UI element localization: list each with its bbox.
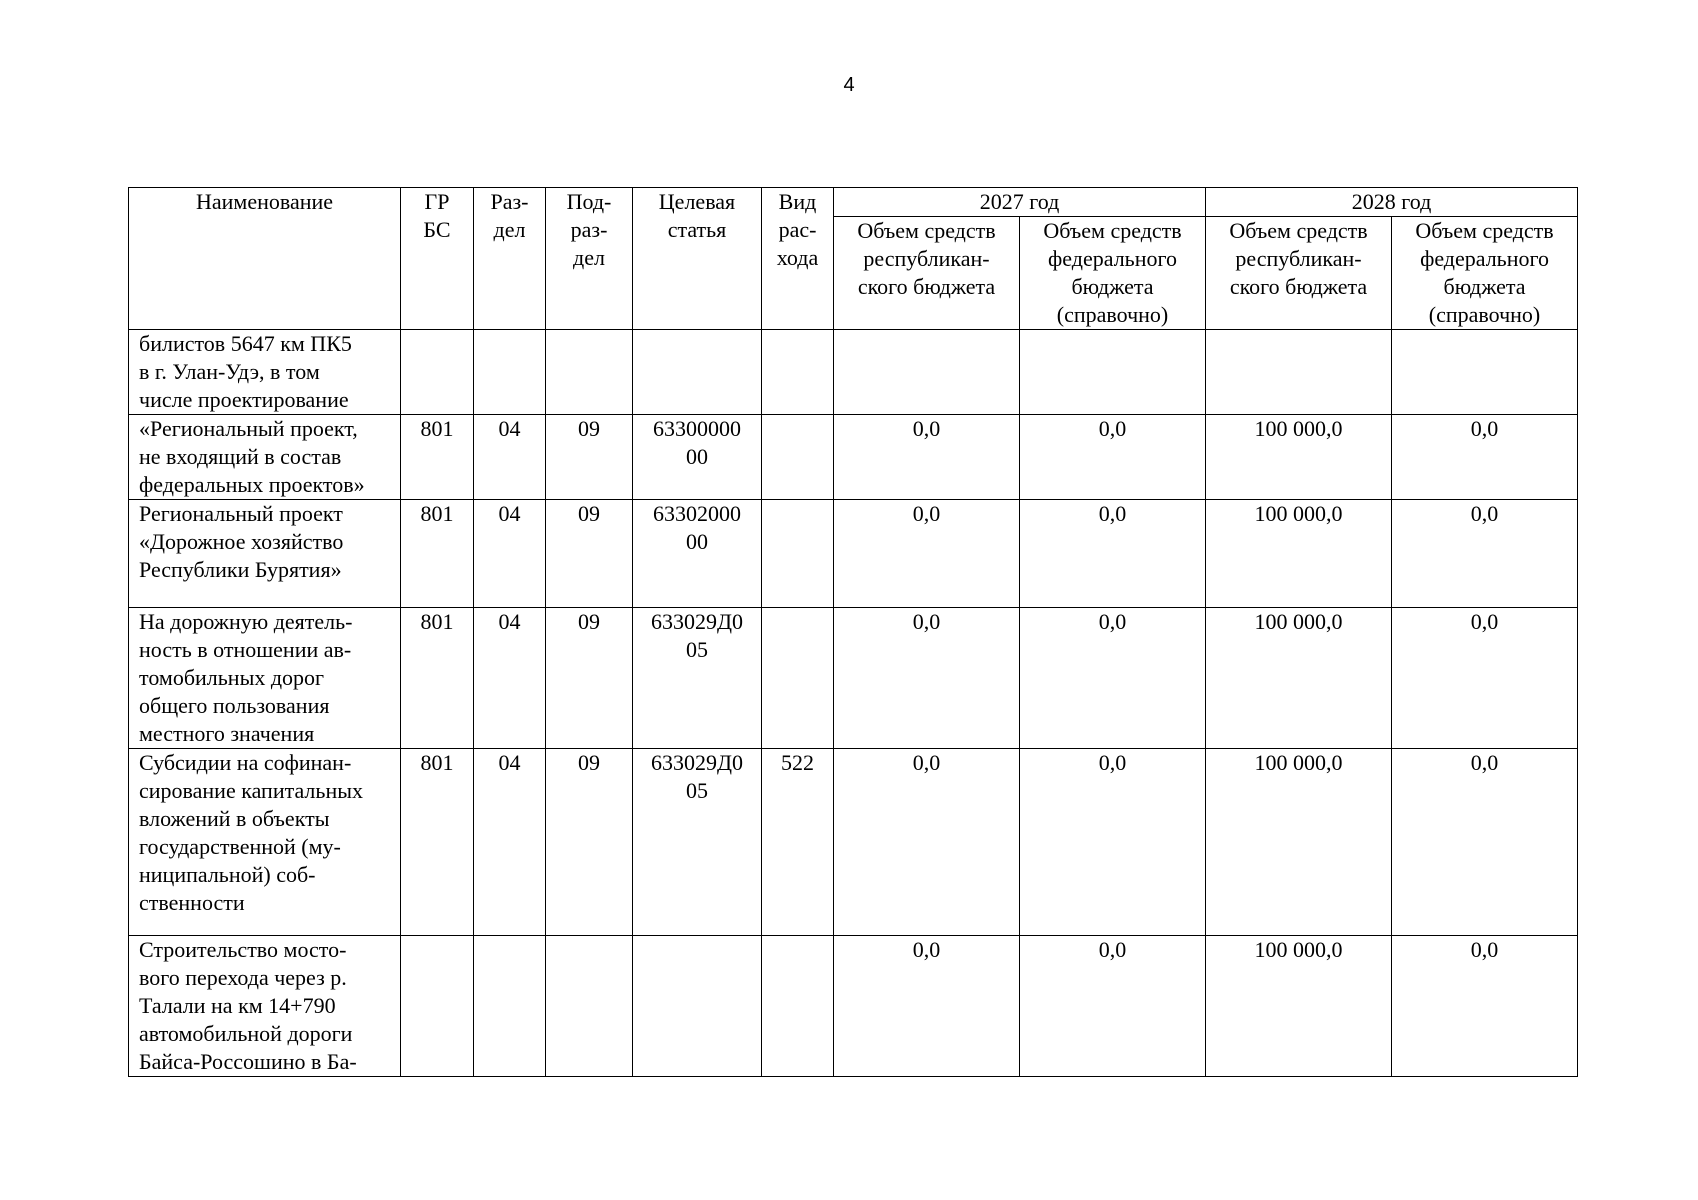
header-2028-federal: Объем средств федерального бюджета (справочно) bbox=[1392, 217, 1578, 330]
header-podrazdel: Под- раз- дел bbox=[546, 188, 633, 330]
row-razdel: 04 bbox=[474, 415, 546, 500]
row-vid-rashoda bbox=[762, 500, 834, 608]
row-2027-federal: 0,0 bbox=[1020, 749, 1206, 936]
row-name: «Региональный проект, не входящий в состав федеральных проектов» bbox=[129, 415, 401, 500]
row-2027-federal: 0,0 bbox=[1020, 936, 1206, 1077]
row-name: Строительство мосто- вого перехода через р. Талали на км 14+790 автомобильной дороги Байса-Россошино в Ба- bbox=[129, 936, 401, 1077]
row-celevaya-statya bbox=[633, 330, 762, 415]
row-2028-federal: 0,0 bbox=[1392, 608, 1578, 749]
row-2027-republican bbox=[834, 330, 1020, 415]
row-celevaya-statya: 63302000 00 bbox=[633, 500, 762, 608]
row-name: На дорожную деятель- ность в отношении ав- томобильных дорог общего пользования местного значения bbox=[129, 608, 401, 749]
row-2027-republican: 0,0 bbox=[834, 500, 1020, 608]
row-2028-republican: 100 000,0 bbox=[1206, 608, 1392, 749]
row-razdel bbox=[474, 330, 546, 415]
table-header bbox=[129, 188, 1578, 330]
row-2027-republican: 0,0 bbox=[834, 415, 1020, 500]
row-celevaya-statya: 633029Д0 05 bbox=[633, 749, 762, 936]
header-year-2028: 2028 год bbox=[1206, 188, 1578, 217]
row-vid-rashoda bbox=[762, 936, 834, 1077]
row-2028-federal: 0,0 bbox=[1392, 936, 1578, 1077]
row-2027-republican: 0,0 bbox=[834, 936, 1020, 1077]
row-grbs: 801 bbox=[401, 608, 474, 749]
row-2028-federal: 0,0 bbox=[1392, 500, 1578, 608]
header-2027-republican: Объем средств республикан- ского бюджета bbox=[834, 217, 1020, 330]
row-name: Региональный проект «Дорожное хозяйство Республики Бурятия» bbox=[129, 500, 401, 608]
row-podrazdel: 09 bbox=[546, 415, 633, 500]
row-grbs: 801 bbox=[401, 500, 474, 608]
row-razdel: 04 bbox=[474, 500, 546, 608]
row-2027-republican: 0,0 bbox=[834, 749, 1020, 936]
row-grbs bbox=[401, 936, 474, 1077]
row-podrazdel bbox=[546, 936, 633, 1077]
header-year-2027: 2027 год bbox=[834, 188, 1206, 217]
table-row bbox=[129, 500, 1578, 608]
row-2028-federal bbox=[1392, 330, 1578, 415]
row-2027-federal: 0,0 bbox=[1020, 500, 1206, 608]
row-2028-federal: 0,0 bbox=[1392, 749, 1578, 936]
row-name: билистов 5647 км ПК5 в г. Улан-Удэ, в том числе проектирование bbox=[129, 330, 401, 415]
header-2027-federal: Объем средств федерального бюджета (справочно) bbox=[1020, 217, 1206, 330]
header-vid-rashoda: Вид рас- хода bbox=[762, 188, 834, 330]
row-grbs bbox=[401, 330, 474, 415]
row-name: Субсидии на софинан- сирование капитальных вложений в объекты государственной (му- ниципальной) соб- ственности bbox=[129, 749, 401, 936]
row-2028-republican: 100 000,0 bbox=[1206, 415, 1392, 500]
row-grbs: 801 bbox=[401, 749, 474, 936]
row-2027-federal: 0,0 bbox=[1020, 415, 1206, 500]
budget-table bbox=[128, 187, 1578, 1077]
row-2028-republican: 100 000,0 bbox=[1206, 936, 1392, 1077]
table-row bbox=[129, 936, 1578, 1077]
header-razdel: Раз- дел bbox=[474, 188, 546, 330]
row-vid-rashoda bbox=[762, 608, 834, 749]
row-2027-federal bbox=[1020, 330, 1206, 415]
row-podrazdel: 09 bbox=[546, 500, 633, 608]
row-vid-rashoda bbox=[762, 330, 834, 415]
header-name: Наименование bbox=[129, 188, 401, 330]
header-grbs: ГР БС bbox=[401, 188, 474, 330]
row-razdel: 04 bbox=[474, 749, 546, 936]
row-razdel bbox=[474, 936, 546, 1077]
row-grbs: 801 bbox=[401, 415, 474, 500]
row-razdel: 04 bbox=[474, 608, 546, 749]
table-body bbox=[129, 330, 1578, 1077]
row-2028-federal: 0,0 bbox=[1392, 415, 1578, 500]
row-2028-republican bbox=[1206, 330, 1392, 415]
table-row bbox=[129, 330, 1578, 415]
row-podrazdel bbox=[546, 330, 633, 415]
row-2027-federal: 0,0 bbox=[1020, 608, 1206, 749]
table-row bbox=[129, 749, 1578, 936]
row-podrazdel: 09 bbox=[546, 608, 633, 749]
table-row bbox=[129, 608, 1578, 749]
header-2028-republican: Объем средств республикан- ского бюджета bbox=[1206, 217, 1392, 330]
page-number: 4 bbox=[843, 74, 855, 96]
row-2028-republican: 100 000,0 bbox=[1206, 500, 1392, 608]
row-celevaya-statya: 63300000 00 bbox=[633, 415, 762, 500]
row-2028-republican: 100 000,0 bbox=[1206, 749, 1392, 936]
row-vid-rashoda: 522 bbox=[762, 749, 834, 936]
row-podrazdel: 09 bbox=[546, 749, 633, 936]
table-row bbox=[129, 415, 1578, 500]
row-vid-rashoda bbox=[762, 415, 834, 500]
row-celevaya-statya: 633029Д0 05 bbox=[633, 608, 762, 749]
header-celevaya-statya: Целевая статья bbox=[633, 188, 762, 330]
row-2027-republican: 0,0 bbox=[834, 608, 1020, 749]
row-celevaya-statya bbox=[633, 936, 762, 1077]
